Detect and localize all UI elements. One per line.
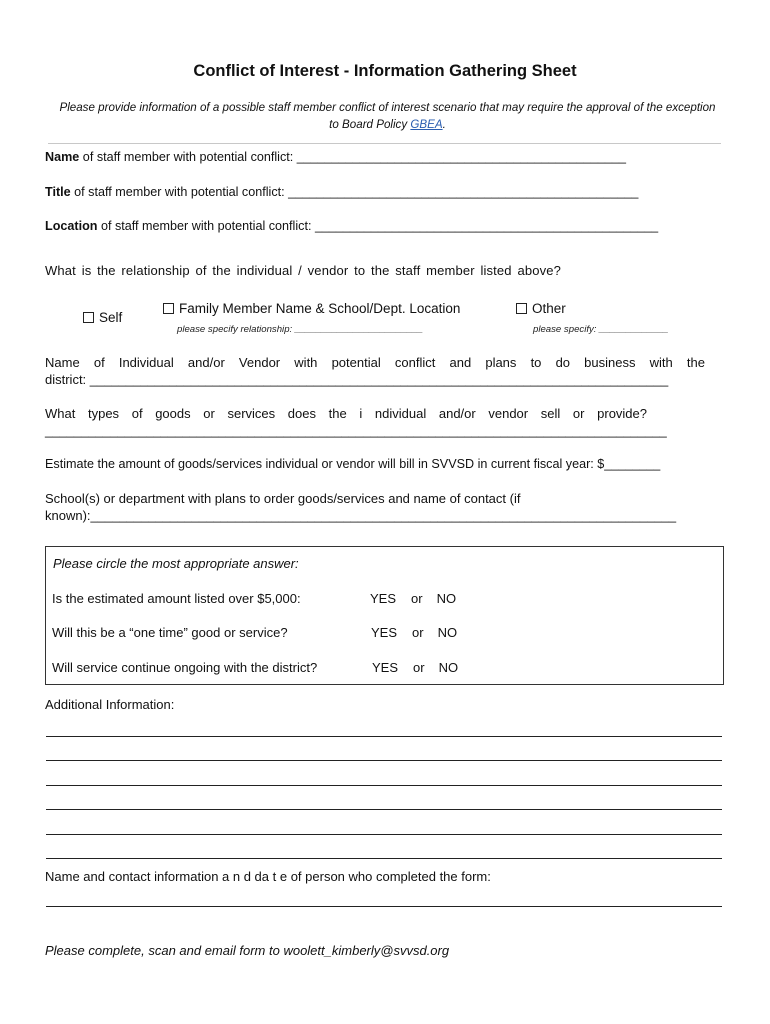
additional-info-label: Additional Information:	[45, 697, 175, 712]
staff-location-label: Location	[45, 219, 98, 233]
family-hint[interactable]: please specify relationship: ________________________	[177, 324, 423, 335]
intro-body: Please provide information of a possible staff member conflict of interest scenario that may require the approval of the exception to Board Policy	[59, 101, 716, 131]
intro-text	[55, 99, 720, 133]
or-text: or	[411, 591, 423, 606]
relationship-question: What is the relationship of the individual / vendor to the staff member listed above?	[45, 263, 561, 278]
answer-over-5000[interactable]	[370, 591, 456, 606]
staff-name-line: of staff member with potential conflict: _______________________________________________	[79, 150, 626, 164]
additional-info-line[interactable]	[46, 834, 722, 835]
staff-name-label: Name	[45, 150, 80, 164]
additional-info-line[interactable]	[46, 858, 722, 859]
no-option[interactable]: NO	[436, 591, 457, 606]
family-option[interactable]	[163, 301, 460, 316]
goods-line[interactable]: ______________________________________________________________________________________	[45, 423, 667, 438]
question-over-5000: Is the estimated amount listed over $5,000:	[52, 591, 301, 606]
no-option[interactable]: NO	[438, 660, 459, 675]
other-checkbox[interactable]	[516, 303, 527, 314]
box-heading: Please circle the most appropriate answer:	[53, 556, 299, 571]
answer-one-time[interactable]	[371, 625, 457, 640]
other-hint[interactable]: please specify: _____________	[533, 324, 669, 335]
completed-by-label: Name and contact information a n d da t e of person who completed the form:	[45, 869, 491, 884]
additional-info-line[interactable]	[46, 785, 722, 786]
form-title: Conflict of Interest - Information Gathering Sheet	[193, 62, 577, 80]
or-text: or	[412, 625, 424, 640]
completed-by-line[interactable]	[46, 906, 722, 907]
estimate-field[interactable]: Estimate the amount of goods/services individual or vendor will bill in SVVSD in current fiscal year: $________	[45, 457, 661, 471]
gbea-link[interactable]: GBEA	[410, 118, 443, 131]
schools-question: School(s) or department with plans to order goods/services and name of contact (if	[45, 491, 521, 506]
no-option[interactable]: NO	[437, 625, 458, 640]
other-label: Other	[532, 301, 566, 316]
staff-name-field[interactable]	[45, 150, 626, 164]
vendor-name-question: Name of Individual and/or Vendor with potential conflict and plans to do business with the	[45, 355, 705, 370]
additional-info-line[interactable]	[46, 736, 722, 737]
staff-title-label: Title	[45, 185, 71, 199]
question-ongoing: Will service continue ongoing with the district?	[52, 660, 318, 675]
goods-question: What types of goods or services does the i ndividual and/or vendor sell or provide?	[45, 406, 647, 421]
staff-title-field[interactable]	[45, 185, 638, 199]
staff-location-line: of staff member with potential conflict: _________________________________________________	[97, 219, 659, 233]
staff-title-line: of staff member with potential conflict: __________________________________________________	[70, 185, 639, 199]
additional-info-line[interactable]	[46, 760, 722, 761]
yes-option[interactable]: YES	[370, 591, 397, 606]
intro-end: .	[442, 118, 446, 131]
schools-line[interactable]: known):_________________________________________________________________________________	[45, 508, 677, 523]
self-checkbox[interactable]	[83, 312, 94, 323]
or-text: or	[413, 660, 425, 675]
vendor-name-line[interactable]: district: ________________________________________________________________________________	[45, 372, 669, 387]
footer-instructions: Please complete, scan and email form to woolett_kimberly@svvsd.org	[45, 943, 450, 958]
additional-info-line[interactable]	[46, 809, 722, 810]
question-one-time: Will this be a “one time” good or service?	[52, 625, 288, 640]
yes-option[interactable]: YES	[372, 660, 399, 675]
header-divider	[48, 143, 721, 144]
self-option[interactable]	[83, 310, 122, 325]
answer-ongoing[interactable]	[372, 660, 458, 675]
family-label: Family Member Name & School/Dept. Location	[179, 301, 461, 316]
yes-option[interactable]: YES	[371, 625, 398, 640]
staff-location-field[interactable]	[45, 219, 658, 233]
self-label: Self	[99, 310, 123, 325]
other-option[interactable]	[516, 301, 566, 316]
family-checkbox[interactable]	[163, 303, 174, 314]
